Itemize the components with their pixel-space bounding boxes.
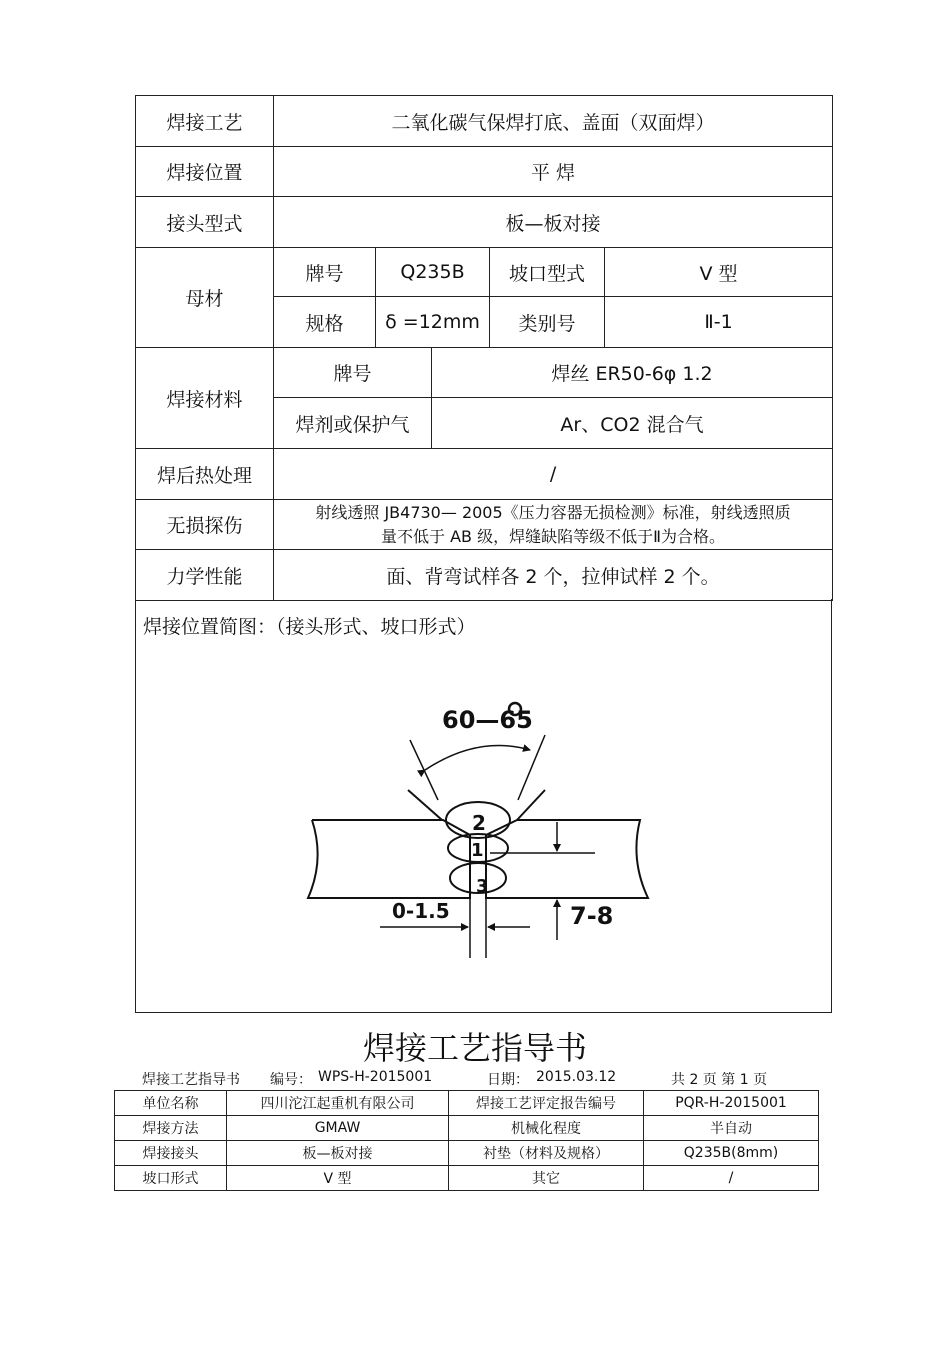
page-title: 焊接工艺指导书 — [362, 1029, 587, 1067]
angle-arc — [425, 746, 530, 771]
ndt-line-1: 射线透照 JB4730— 2005《压力容器无损检测》标准，射线透照质 — [315, 502, 791, 522]
base-metal-label: 母材 — [136, 248, 274, 348]
welding-material-grade-value: 焊丝 ER50-6φ 1.2 — [432, 348, 833, 398]
table-cell: V 型 — [227, 1166, 449, 1191]
table-cell: 焊接方法 — [115, 1116, 227, 1141]
pass-label-1: 1 — [471, 840, 484, 861]
base-metal-spec-label: 规格 — [274, 297, 376, 348]
row-ndt — [136, 500, 833, 550]
welding-spec-table — [135, 95, 833, 601]
table-cell: 焊接工艺评定报告编号 — [449, 1091, 644, 1116]
shielding-gas-value: Ar、CO2 混合气 — [432, 398, 833, 449]
welding-process-label: 焊接工艺 — [136, 96, 274, 147]
angle-ext-left — [410, 740, 438, 800]
table-cell: GMAW — [227, 1116, 449, 1141]
post-weld-heat-value: / — [274, 449, 833, 500]
table-cell: 衬垫（材料及规格） — [449, 1141, 644, 1166]
ndt-line-2: 量不低于 AB 级，焊缝缺陷等级不低于Ⅱ为合格。 — [381, 526, 725, 546]
welding-material-grade-label: 牌号 — [274, 348, 432, 398]
table-cell: 半自动 — [644, 1116, 819, 1141]
table-cell: 机械化程度 — [449, 1116, 644, 1141]
table-cell: 板—板对接 — [227, 1141, 449, 1166]
row-base-metal-grade — [136, 248, 833, 297]
groove-right-line — [517, 790, 545, 820]
base-metal-grade-value: Q235B — [376, 248, 490, 297]
row-post-weld-heat — [136, 449, 833, 500]
table-cell: 坡口形式 — [115, 1166, 227, 1191]
row-welding-position — [136, 147, 833, 197]
ndt-label: 无损探伤 — [136, 500, 274, 550]
category-value: Ⅱ-1 — [605, 297, 833, 348]
table-cell: 四川沱江起重机有限公司 — [227, 1091, 449, 1116]
table-cell: 其它 — [449, 1166, 644, 1191]
pass-label-2: 2 — [472, 811, 486, 835]
row-mechanical — [136, 550, 833, 601]
right-plate — [486, 820, 648, 898]
info-date-value: 2015.03.12 — [536, 1069, 617, 1085]
table-row — [115, 1141, 819, 1166]
welding-position-label: 焊接位置 — [136, 147, 274, 197]
angle-ext-right — [518, 735, 545, 800]
table-cell: PQR-H-2015001 — [644, 1091, 819, 1116]
pass-label-3: 3 — [476, 876, 489, 897]
mechanical-label: 力学性能 — [136, 550, 274, 601]
welding-process-value: 二氧化碳气保焊打底、盖面（双面焊） — [274, 96, 833, 147]
mechanical-value: 面、背弯试样各 2 个，拉伸试样 2 个。 — [274, 550, 833, 601]
shielding-gas-label: 焊剂或保护气 — [274, 398, 432, 449]
info-number-value: WPS-H-2015001 — [318, 1069, 433, 1085]
info-table — [114, 1090, 819, 1191]
row-welding-material-grade — [136, 348, 833, 398]
info-date-label: 日期： — [487, 1072, 529, 1088]
base-metal-spec-value: δ =12mm — [376, 297, 490, 348]
info-number-label: 编号： — [270, 1072, 312, 1088]
ndt-value — [274, 500, 833, 550]
welding-position-value: 平 焊 — [274, 147, 833, 197]
table-cell: 焊接接头 — [115, 1141, 227, 1166]
table-row — [115, 1166, 819, 1191]
root-gap-label: 0-1.5 — [392, 899, 450, 923]
joint-type-value: 板—板对接 — [274, 197, 833, 248]
row-welding-process — [136, 96, 833, 147]
left-plate — [308, 820, 470, 898]
post-weld-heat-label: 焊后热处理 — [136, 449, 274, 500]
category-label: 类别号 — [490, 297, 605, 348]
table-cell: / — [644, 1166, 819, 1191]
info-doc-name: 焊接工艺指导书 — [142, 1072, 240, 1088]
groove-type-label: 坡口型式 — [490, 248, 605, 297]
diagram-title: 焊接位置简图：（接头形式、坡口形式） — [143, 616, 476, 638]
table-cell: Q235B(8mm) — [644, 1141, 819, 1166]
table-row — [115, 1116, 819, 1141]
table-cell: 单位名称 — [115, 1091, 227, 1116]
groove-left-line — [408, 790, 442, 820]
row-joint-type — [136, 197, 833, 248]
weld-joint-diagram — [290, 690, 670, 960]
joint-type-label: 接头型式 — [136, 197, 274, 248]
base-metal-grade-label: 牌号 — [274, 248, 376, 297]
groove-type-value: V 型 — [605, 248, 833, 297]
info-pages: 共 2 页 第 1 页 — [671, 1072, 768, 1088]
welding-material-label: 焊接材料 — [136, 348, 274, 449]
table-row — [115, 1091, 819, 1116]
thickness-label: 7-8 — [570, 902, 614, 930]
angle-label: 60—65 — [442, 706, 533, 734]
